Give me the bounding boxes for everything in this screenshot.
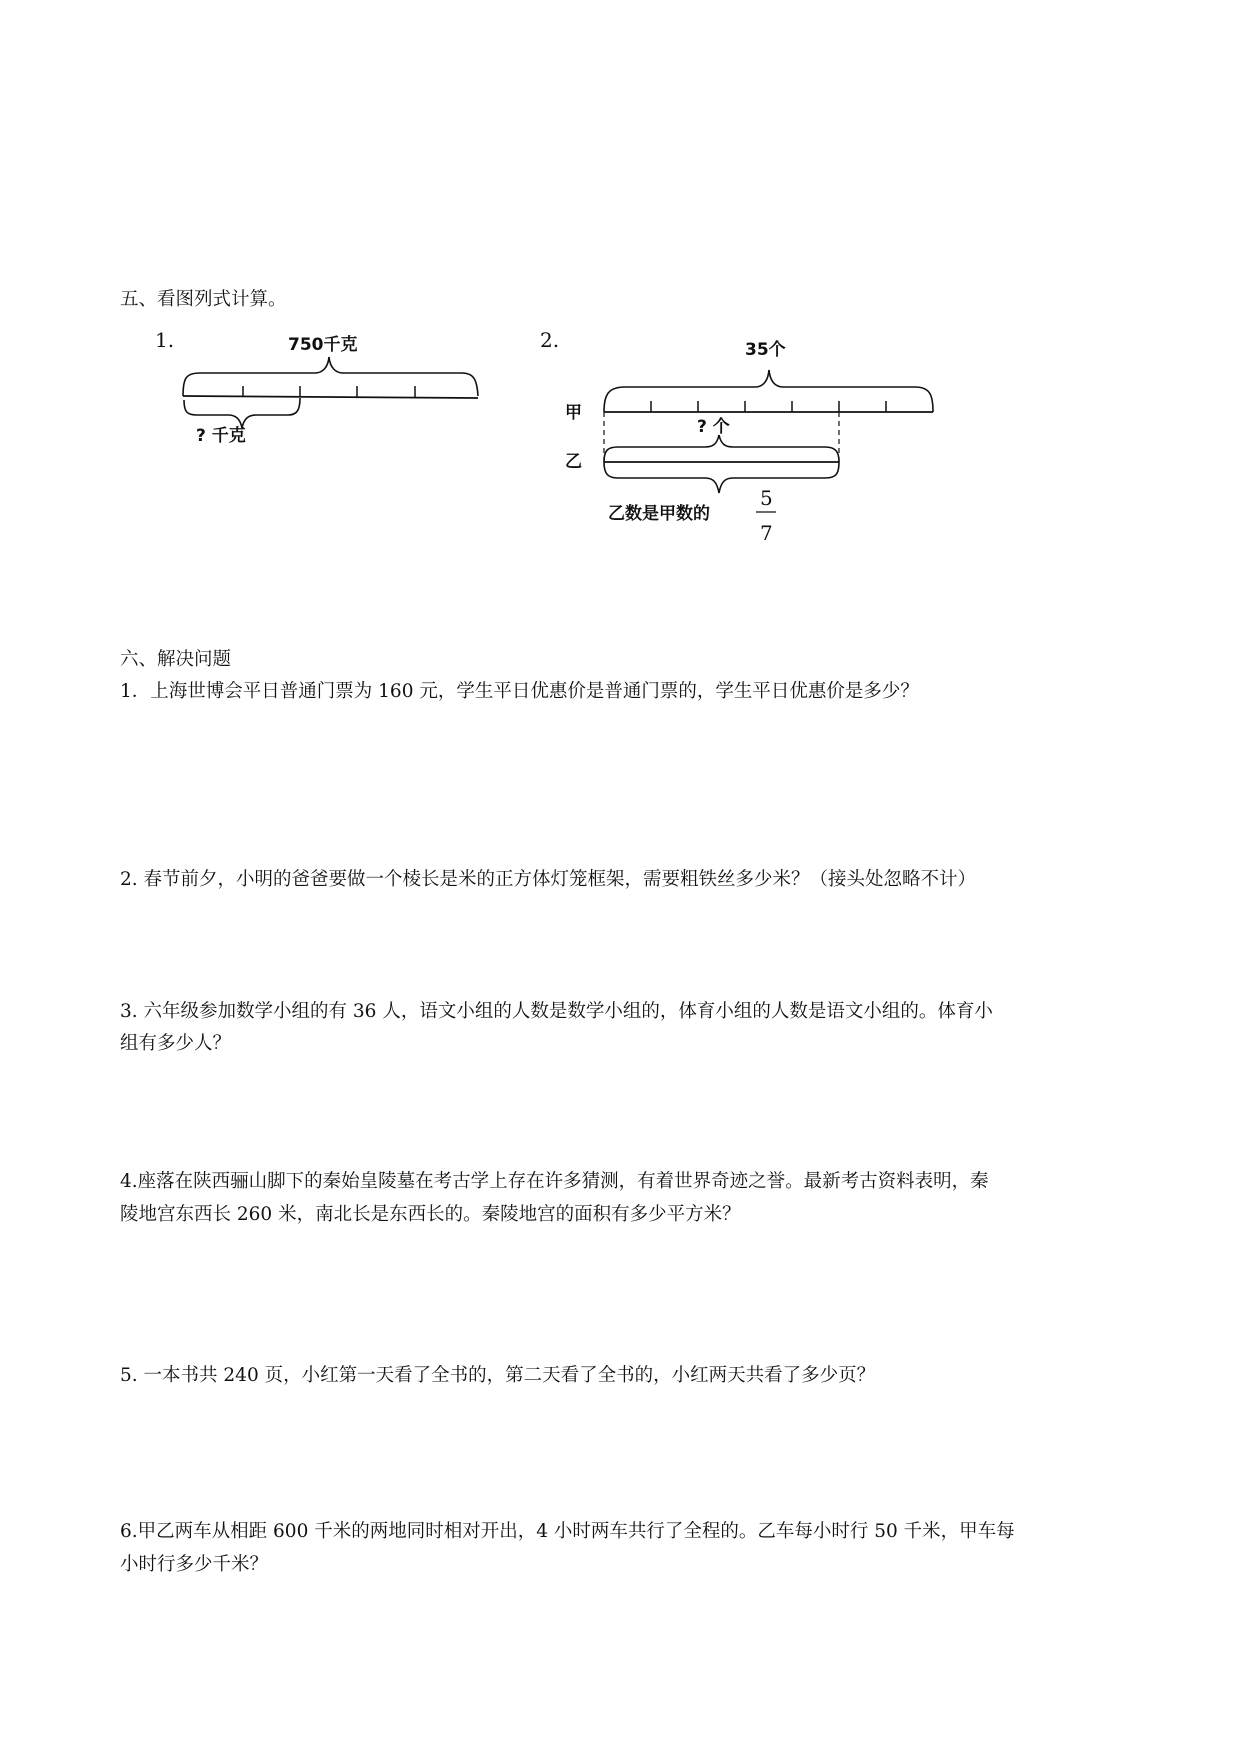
question-2: 2. 春节前夕，小明的爸爸要做一个棱长是米的正方体灯笼框架，需要粗铁丝多少米？（接头处忽略不计） <box>120 869 977 890</box>
diagram1-top-brace <box>183 357 478 396</box>
row-a-label: 甲 <box>565 403 582 423</box>
question-1: 1．上海世博会平日普通门票为 160 元，学生平日优惠价是普通门票的，学生平日优惠价是多少？ <box>120 681 919 702</box>
diagram2-top-brace <box>604 370 933 412</box>
section6-title: 六、解决问题 <box>120 649 232 670</box>
diagram1-bottom-brace <box>184 398 300 428</box>
relation-label: 乙数是甲数的 <box>608 504 710 524</box>
question-3-line-1: 3. 六年级参加数学小组的有 36 人，语文小组的人数是数学小组的，体育小组的人数是语文小组的。体育小 <box>120 1001 993 1022</box>
question-3-line-2: 组有多少人？ <box>120 1033 232 1054</box>
diagram1-part-label: ? 千克 <box>196 426 246 446</box>
fraction-numerator: 5 <box>760 486 773 510</box>
section5-title: 五、看图列式计算。 <box>120 289 287 310</box>
question-4-line-2: 陵地宫东西长 260 米，南北长是东西长的。秦陵地宫的面积有多少平方米？ <box>120 1204 741 1225</box>
diagram1-number: 1. <box>155 328 175 352</box>
diagrams <box>0 0 1241 600</box>
fraction-denominator: 7 <box>760 521 773 545</box>
diagram1-total-label: 750千克 <box>288 335 358 355</box>
diagram2-upper-brace <box>604 435 839 462</box>
diagram1-bar <box>183 396 478 398</box>
diagram2-lower-brace <box>604 462 839 493</box>
diagram2-ticks <box>651 401 886 412</box>
row-b-label: 乙 <box>565 452 582 472</box>
diagram2-question-label: ? 个 <box>697 417 730 437</box>
question-4-line-1: 4.座落在陕西骊山脚下的秦始皇陵墓在考古学上存在许多猜测，有着世界奇迹之誉。最新考古资料表明，秦 <box>120 1171 989 1192</box>
diagram1-ticks <box>243 386 415 397</box>
question-6-line-1: 6.甲乙两车从相距 600 千米的两地同时相对开出，4 小时两车共行了全程的。乙车每小时行 50 千米，甲车每 <box>120 1521 1015 1542</box>
question-5: 5. 一本书共 240 页，小红第一天看了全书的，第二天看了全书的，小红两天共看了多少页？ <box>120 1365 876 1386</box>
diagram2-total-label: 35个 <box>745 340 786 360</box>
question-6-line-2: 小时行多少千米？ <box>120 1554 269 1575</box>
diagram2-number: 2. <box>540 328 560 352</box>
